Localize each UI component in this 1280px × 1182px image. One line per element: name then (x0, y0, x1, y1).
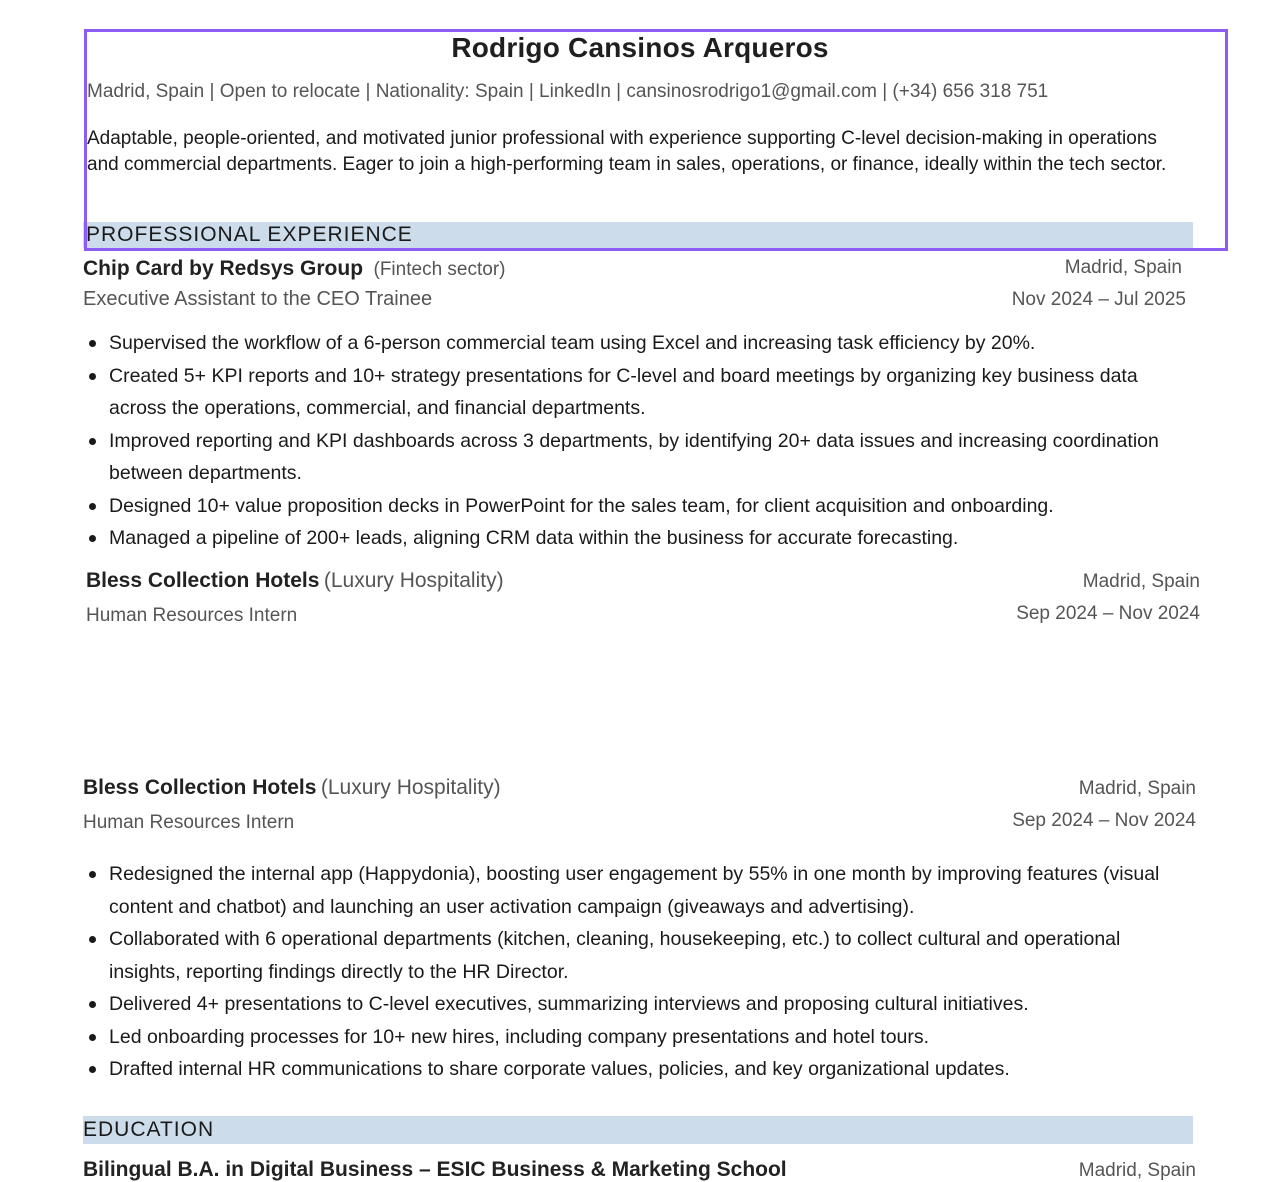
bullet-item: Created 5+ KPI reports and 10+ strategy presentations for C-level and board meetings by organizing key business data across the operations, commercial, and financial departments. (83, 360, 1193, 425)
profile-summary: Adaptable, people-oriented, and motivated junior professional with experience supporting C-level decision-making in operations and commercial departments. Eager to join a high-performing team in sales, operations, or finance, ideally within the tech sector. (87, 128, 1167, 175)
job-dates: Nov 2024 – Jul 2025 (1011, 289, 1186, 310)
bullet-item: Designed 10+ value proposition decks in PowerPoint for the sales team, for client acquisition and onboarding. (83, 490, 1193, 523)
company-name: Bless Collection Hotels (86, 569, 320, 592)
bullet-item: Led onboarding processes for 10+ new hires, including company presentations and hotel tours. (83, 1021, 1193, 1054)
contact-line: Madrid, Spain | Open to relocate | Nationality: Spain | LinkedIn | cansinosrodrigo1@gmail.com | (+34) 656 318 751 (87, 81, 1049, 102)
job-role: Human Resources Intern (86, 605, 298, 626)
job-location: Madrid, Spain (1082, 571, 1200, 592)
job-dates: Sep 2024 – Nov 2024 (1012, 810, 1196, 831)
bullet-item: Supervised the workflow of a 6-person commercial team using Excel and increasing task efficiency by 20%. (83, 327, 1193, 360)
section-header-education (83, 1116, 1193, 1144)
education-location: Madrid, Spain (1078, 1160, 1196, 1181)
company-sector: (Luxury Hospitality) (323, 569, 504, 592)
job-role: Human Resources Intern (83, 812, 295, 833)
bullet-item: Managed a pipeline of 200+ leads, aligning CRM data within the business for accurate forecasting. (83, 522, 1193, 555)
job-location: Madrid, Spain (1064, 257, 1182, 278)
company-sector: (Luxury Hospitality) (320, 776, 501, 799)
company-name: Bless Collection Hotels (83, 776, 317, 799)
section-title-experience: PROFESSIONAL EXPERIENCE (86, 223, 413, 246)
education-degree: Bilingual B.A. in Digital Business – ESIC Business & Marketing School (83, 1158, 787, 1181)
section-header-experience (83, 222, 1193, 248)
bullet-item: Delivered 4+ presentations to C-level executives, summarizing interviews and proposing cultural initiatives. (83, 988, 1193, 1021)
job-role: Executive Assistant to the CEO Trainee (83, 288, 433, 310)
bullet-item: Redesigned the internal app (Happydonia), boosting user engagement by 55% in one month by improving features (visual content and chatbot) and launching an user activation campaign (giveaways and advertising). (83, 858, 1193, 923)
job-bullets (83, 327, 1193, 555)
bullet-item: Collaborated with 6 operational departments (kitchen, cleaning, housekeeping, etc.) to collect cultural and operational insights, reporting findings directly to the HR Director. (83, 923, 1193, 988)
company-name: Chip Card by Redsys Group (83, 257, 364, 280)
section-title-education: EDUCATION (83, 1118, 215, 1141)
bullet-item: Drafted internal HR communications to share corporate values, policies, and key organizational updates. (83, 1053, 1193, 1086)
candidate-name: Rodrigo Cansinos Arqueros (451, 32, 829, 63)
bullet-item: Improved reporting and KPI dashboards across 3 departments, by identifying 20+ data issues and increasing coordination between departments. (83, 425, 1193, 490)
job-bullets (83, 858, 1193, 1086)
company-sector: (Fintech sector) (373, 259, 506, 280)
job-location: Madrid, Spain (1078, 778, 1196, 799)
job-dates: Sep 2024 – Nov 2024 (1016, 603, 1200, 624)
